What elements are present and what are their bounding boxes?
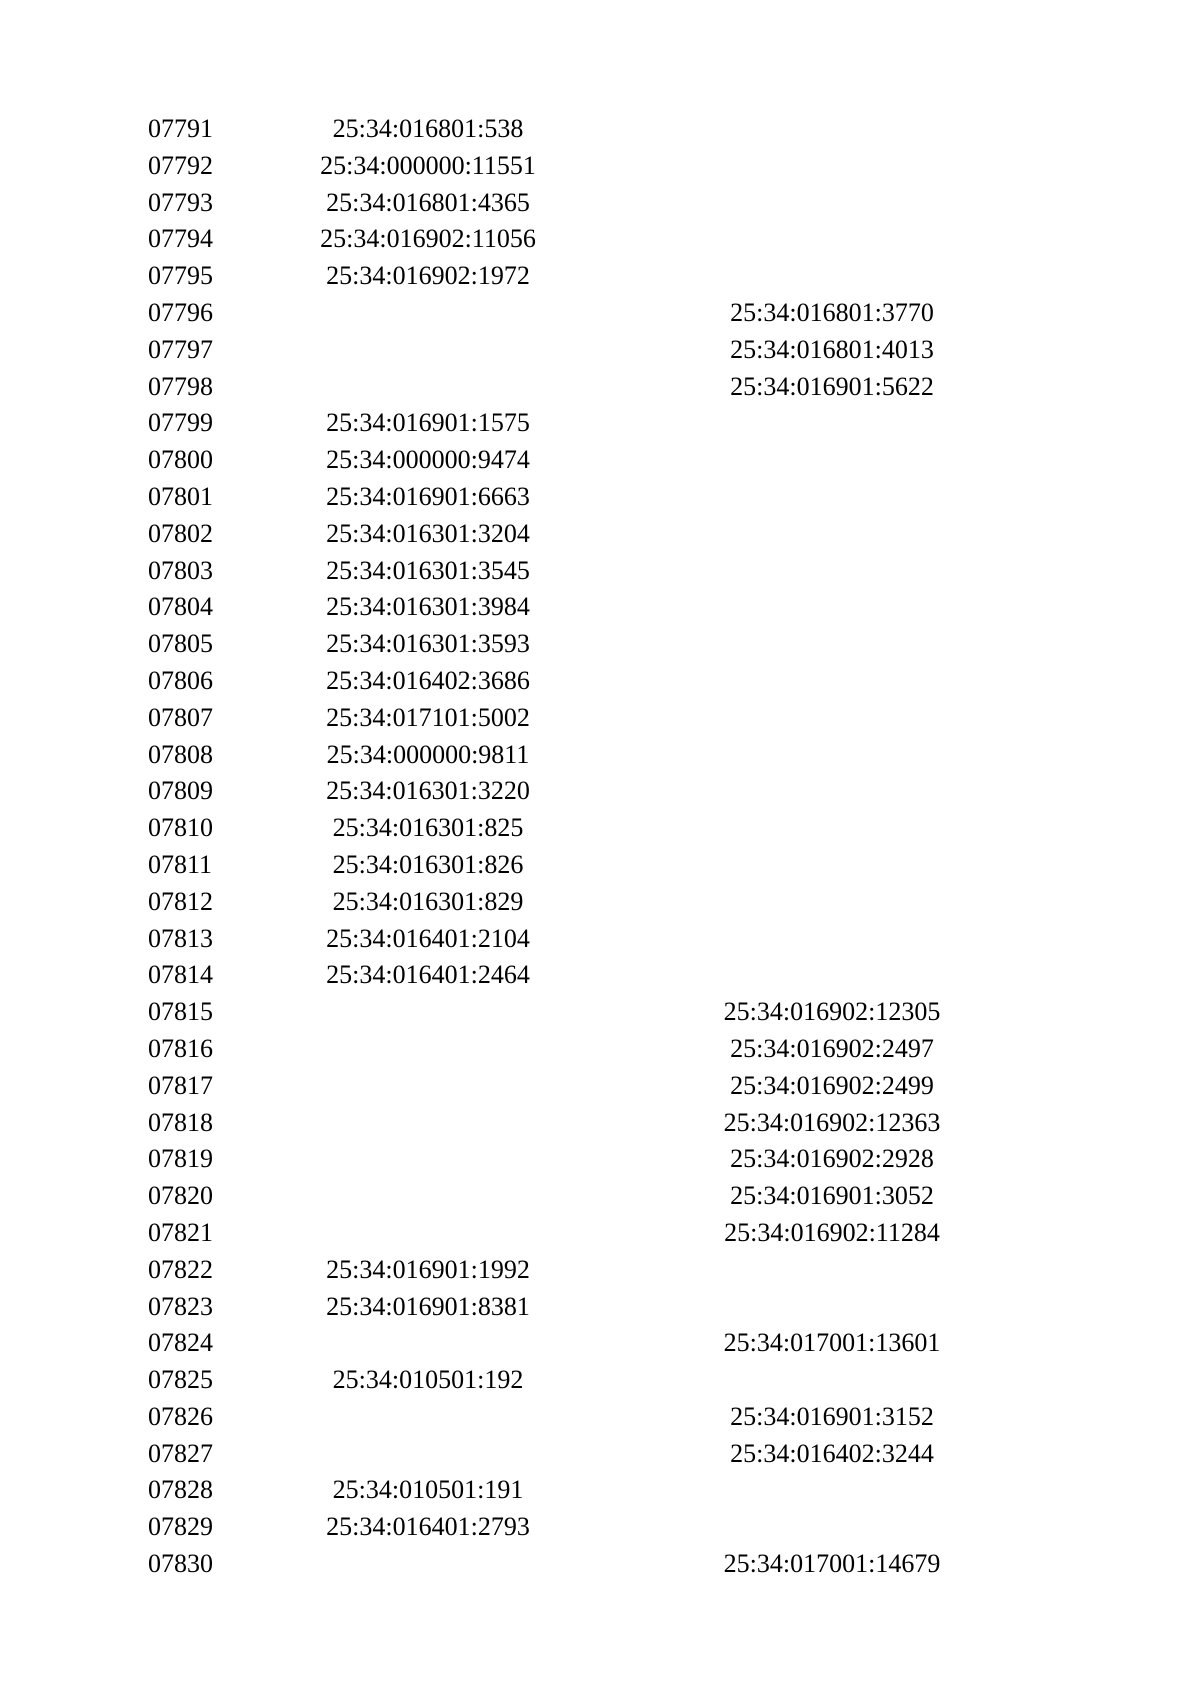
row-number: 07829 (148, 1512, 213, 1542)
cadastral-number-a-text: 25:34:016301:3545 (326, 555, 530, 585)
row-number: 07817 (148, 1070, 213, 1100)
cadastral-number-a-text: 25:34:000000:9474 (326, 445, 530, 475)
row-number: 07810 (148, 813, 213, 843)
table-row (148, 442, 1008, 479)
row-number: 07828 (148, 1475, 213, 1505)
table-row (148, 1436, 1008, 1473)
table-row (148, 737, 1008, 774)
row-number: 07830 (148, 1549, 213, 1579)
row-number: 07820 (148, 1181, 213, 1211)
row-number: 07804 (148, 592, 213, 622)
row-number: 07812 (148, 886, 213, 916)
table-row (148, 332, 1008, 369)
table-row (148, 626, 1008, 663)
row-number: 07796 (148, 297, 213, 327)
row-number: 07802 (148, 518, 213, 548)
cadastral-number-b-text: 25:34:016902:2928 (730, 1144, 934, 1174)
row-number: 07793 (148, 187, 213, 217)
row-number: 07797 (148, 334, 213, 364)
cadastral-number-a-text: 25:34:016401:2104 (326, 923, 530, 953)
row-number: 07806 (148, 665, 213, 695)
cadastral-number-a-text: 25:34:016401:2793 (326, 1512, 530, 1542)
cadastral-number-b-text: 25:34:017001:13601 (723, 1328, 941, 1358)
table-row (148, 1399, 1008, 1436)
cadastral-number-b-text: 25:34:016902:11284 (724, 1217, 940, 1247)
table-row (148, 258, 1008, 295)
table-row (148, 663, 1008, 700)
cadastral-number-a-text: 25:34:016801:538 (332, 114, 524, 143)
cadastral-number-a-text: 25:34:016901:8381 (326, 1291, 530, 1321)
row-number: 07805 (148, 629, 213, 659)
cadastral-number-b-text: 25:34:016801:3770 (730, 297, 934, 327)
row-number: 07803 (148, 555, 213, 585)
row-number: 07822 (148, 1254, 213, 1284)
table-row (148, 1362, 1008, 1399)
table-row (148, 994, 1008, 1031)
row-number: 07827 (148, 1438, 213, 1468)
cadastral-number-b-text: 25:34:016902:2497 (730, 1033, 934, 1063)
cadastral-number-b-text: 25:34:016801:4013 (730, 334, 934, 364)
row-number: 07801 (148, 481, 213, 511)
row-number: 07794 (148, 224, 213, 254)
cadastral-number-b-text: 25:34:016902:12305 (723, 997, 941, 1027)
table-row (148, 148, 1008, 185)
table-row (148, 1105, 1008, 1142)
row-number: 07791 (148, 114, 213, 143)
table-row (148, 553, 1008, 590)
table-row (148, 1252, 1008, 1289)
cadastral-number-a-text: 25:34:000000:11551 (320, 150, 536, 180)
cadastral-number-a-text: 25:34:016301:825 (332, 813, 524, 843)
row-number: 07795 (148, 261, 213, 291)
table-row (148, 1031, 1008, 1068)
table-row (148, 111, 1008, 148)
table-row (148, 1509, 1008, 1546)
row-number: 07818 (148, 1107, 213, 1137)
table-row (148, 295, 1008, 332)
table-row (148, 1289, 1008, 1326)
table-row (148, 185, 1008, 222)
cadastral-number-a-text: 25:34:016901:1992 (326, 1254, 530, 1284)
cadastral-number-a-text: 25:34:016401:2464 (326, 960, 530, 990)
cadastral-number-a-text: 25:34:016301:3984 (326, 592, 530, 622)
row-number: 07824 (148, 1328, 213, 1358)
cadastral-number-a-text: 25:34:017101:5002 (326, 702, 530, 732)
table-row (148, 810, 1008, 847)
cadastral-number-a-text: 25:34:016902:11056 (320, 224, 536, 254)
row-number: 07815 (148, 997, 213, 1027)
table-row (148, 589, 1008, 626)
row-number: 07809 (148, 776, 213, 806)
cadastral-number-b-text: 25:34:016901:3152 (730, 1401, 934, 1431)
row-number: 07813 (148, 923, 213, 953)
cadastral-number-a-text: 25:34:010501:191 (332, 1475, 524, 1505)
row-number: 07798 (148, 371, 213, 401)
table-row (148, 1215, 1008, 1252)
cadastral-number-a-text: 25:34:016301:3220 (326, 776, 530, 806)
row-number: 07816 (148, 1033, 213, 1063)
table-row (148, 1178, 1008, 1215)
row-number: 07807 (148, 702, 213, 732)
row-number: 07826 (148, 1401, 213, 1431)
table-row (148, 921, 1008, 958)
cadastral-number-a-text: 25:34:016801:4365 (326, 187, 530, 217)
table-row (148, 1141, 1008, 1178)
row-number: 07792 (148, 150, 213, 180)
row-number: 07808 (148, 739, 213, 769)
cadastral-number-table (148, 111, 1008, 1583)
table-row (148, 405, 1008, 442)
table-row (148, 847, 1008, 884)
cadastral-number-b-text: 25:34:017001:14679 (723, 1549, 941, 1579)
row-number: 07800 (148, 445, 213, 475)
row-number: 07811 (148, 849, 213, 879)
table-row (148, 1068, 1008, 1105)
table-row (148, 221, 1008, 258)
table-row (148, 700, 1008, 737)
cadastral-number-b-text: 25:34:016901:5622 (730, 371, 934, 401)
row-number: 07814 (148, 960, 213, 990)
row-number: 07825 (148, 1365, 213, 1395)
cadastral-number-a-text: 25:34:016402:3686 (326, 665, 530, 695)
cadastral-number-b-text: 25:34:016901:3052 (730, 1181, 934, 1211)
cadastral-number-a-text: 25:34:016301:826 (332, 849, 524, 879)
table-row (148, 884, 1008, 921)
table-row (148, 479, 1008, 516)
row-number: 07823 (148, 1291, 213, 1321)
cadastral-number-a-text: 25:34:016902:1972 (326, 261, 530, 291)
table-row (148, 1546, 1008, 1583)
cadastral-number-a-text: 25:34:010501:192 (332, 1365, 524, 1395)
table-row (148, 516, 1008, 553)
cadastral-number-a-text: 25:34:016301:3593 (326, 629, 530, 659)
table-row (148, 957, 1008, 994)
cadastral-number-a-text: 25:34:016901:1575 (326, 408, 530, 438)
row-number: 07799 (148, 408, 213, 438)
table-row (148, 1472, 1008, 1509)
row-number: 07821 (148, 1217, 213, 1247)
cadastral-number-b-text: 25:34:016402:3244 (730, 1438, 934, 1468)
cadastral-number-a-text: 25:34:016301:829 (332, 886, 524, 916)
cadastral-number-b-text: 25:34:016902:12363 (723, 1107, 941, 1137)
table-row (148, 773, 1008, 810)
cadastral-number-a-text: 25:34:000000:9811 (326, 739, 530, 769)
row-number: 07819 (148, 1144, 213, 1174)
cadastral-number-a-text: 25:34:016301:3204 (326, 518, 530, 548)
cadastral-number-b-text: 25:34:016902:2499 (730, 1070, 934, 1100)
table-row (148, 1325, 1008, 1362)
cadastral-number-a-text: 25:34:016901:6663 (326, 481, 530, 511)
table-row (148, 369, 1008, 406)
